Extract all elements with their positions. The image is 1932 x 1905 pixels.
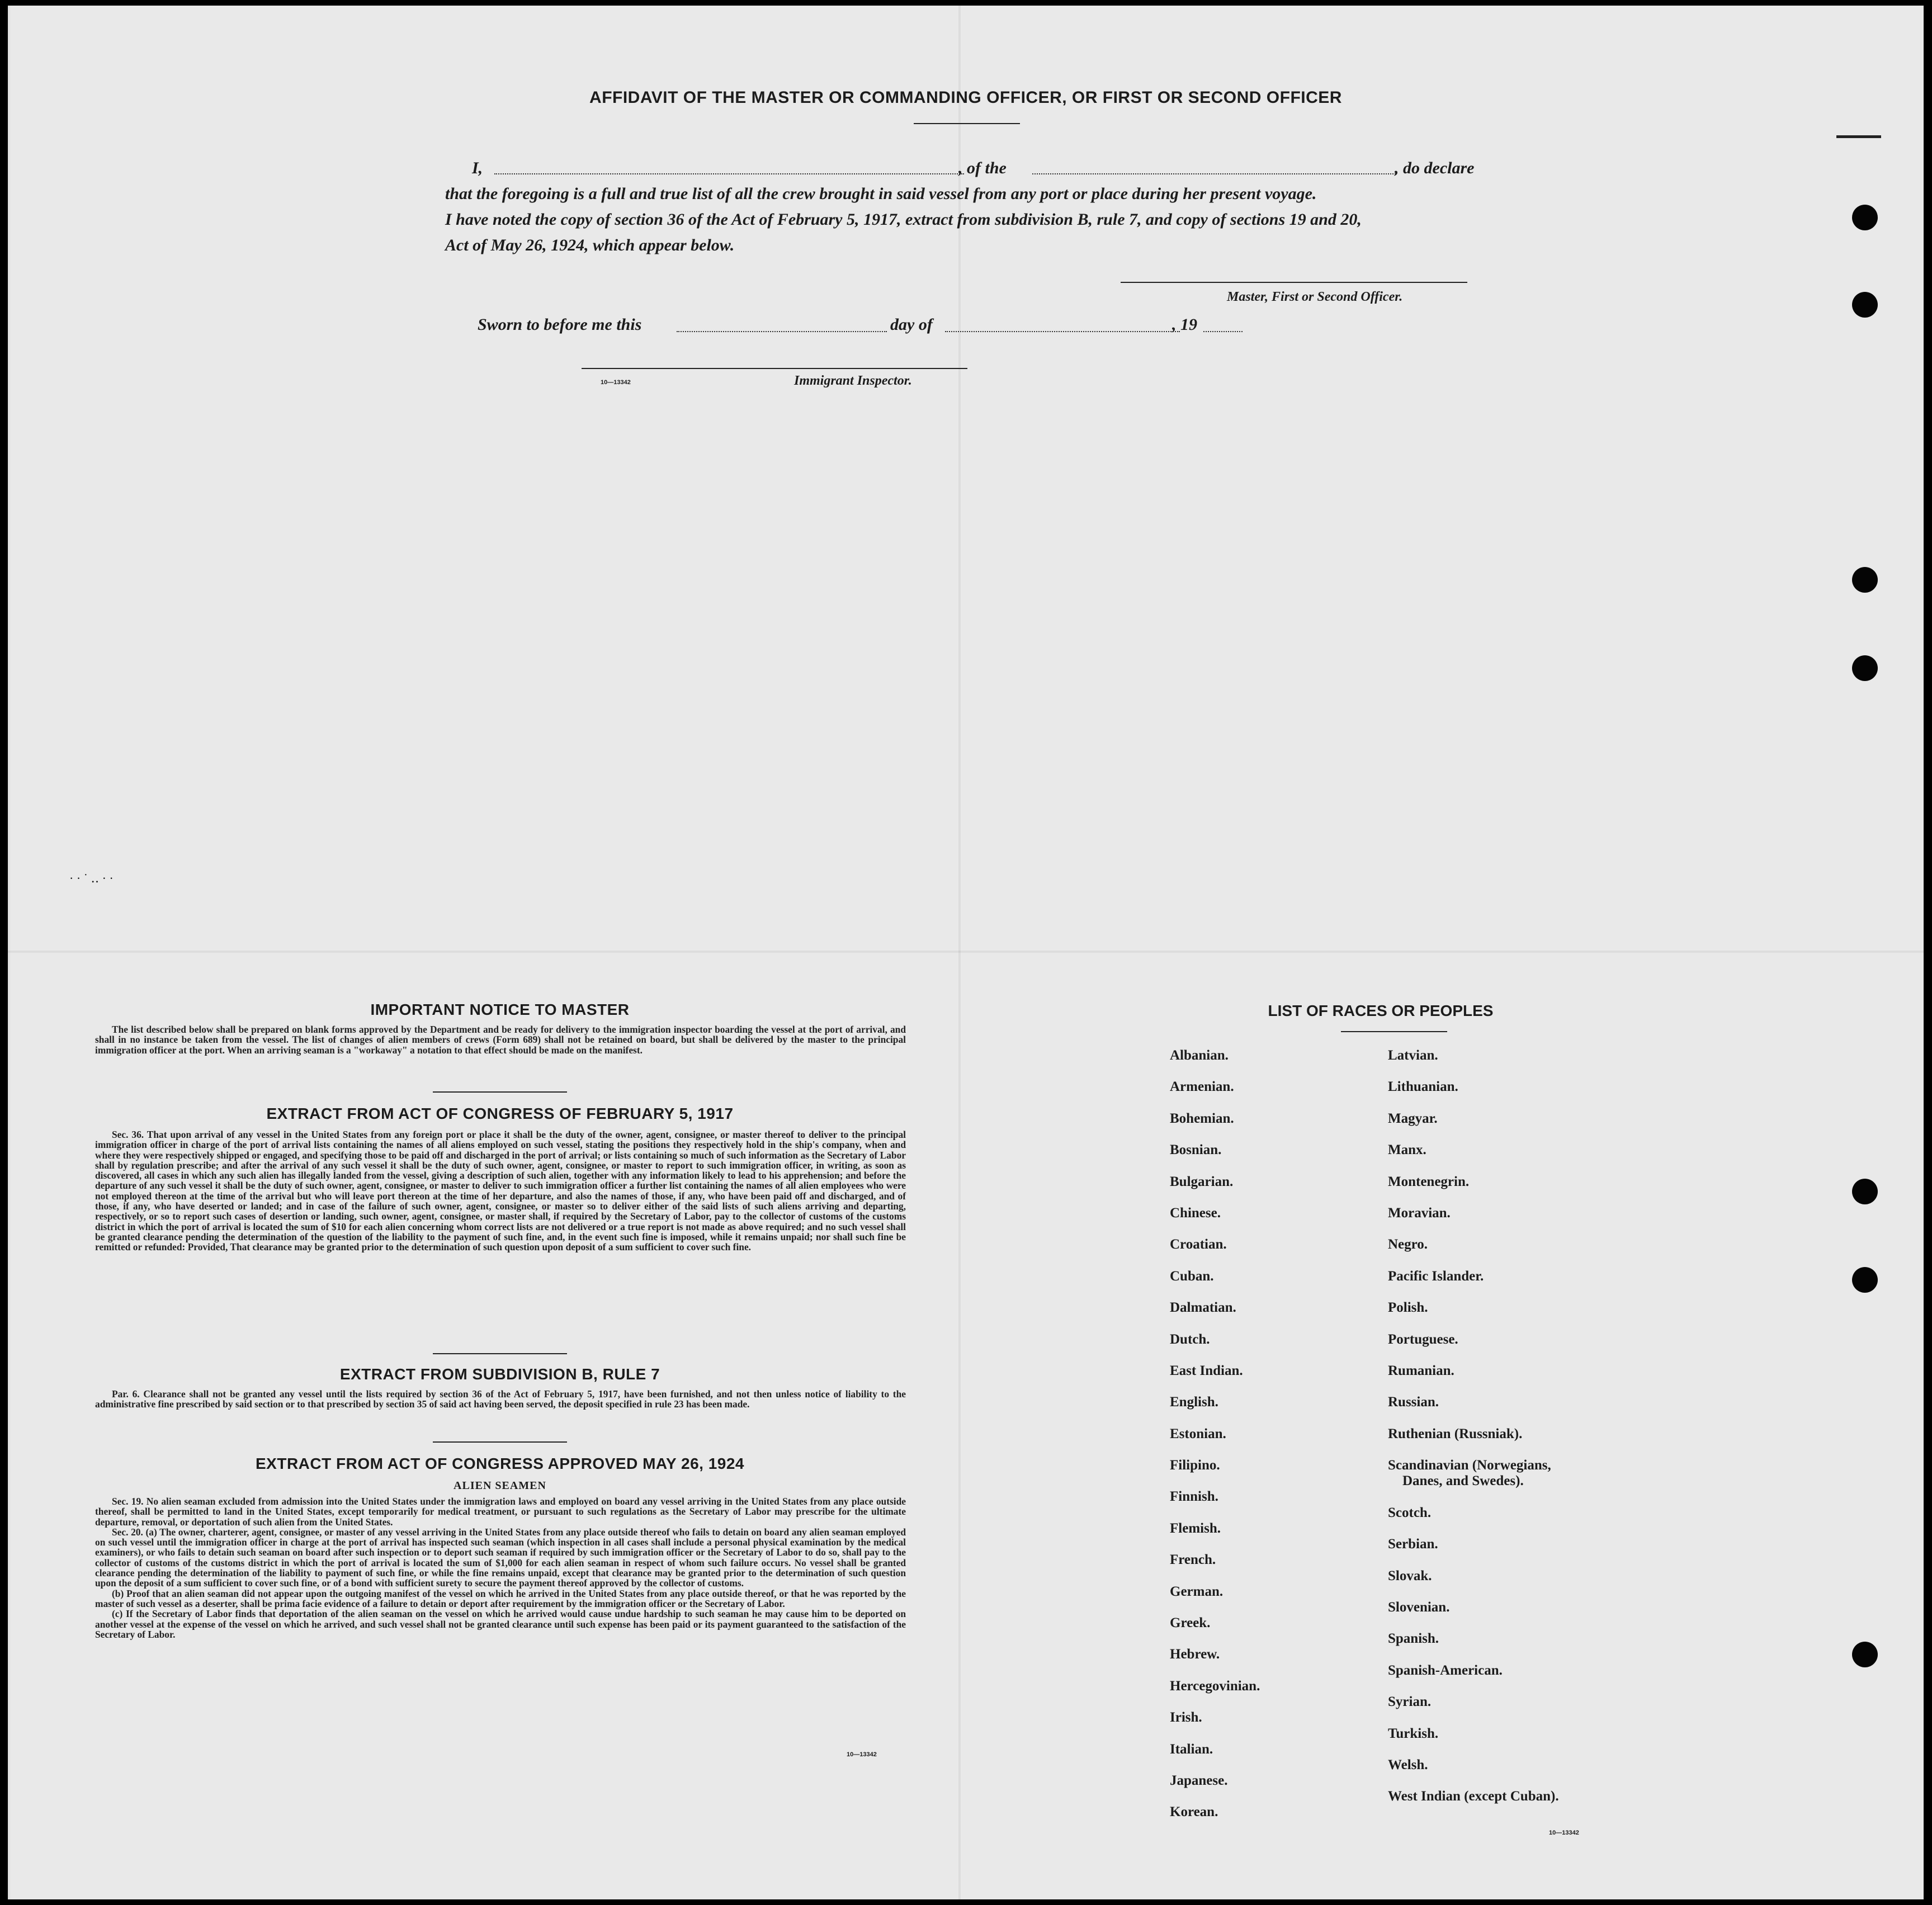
affidavit-line-4: Act of May 26, 1924, which appear below. [445,236,735,254]
race-item: Negro. [1388,1237,1428,1252]
affidavit-of-the: , of the [958,159,1007,177]
act-1917-text [95,1129,906,1252]
act-1917-title: EXTRACT FROM ACT OF CONGRESS OF FEBRUARY 5, 1917 [266,1105,734,1122]
races-column-2 [1388,1048,1559,1821]
race-item: Chinese. [1170,1205,1221,1221]
affidavit-i: I, [472,159,483,177]
race-item: Montenegrin. [1388,1174,1470,1189]
races-form-number: 10—13342 [1549,1830,1579,1836]
race-item: Filipino. [1170,1458,1220,1473]
race-item: Pacific Islander. [1388,1268,1484,1284]
race-item: Polish. [1388,1300,1428,1316]
race-item: Portuguese. [1388,1331,1458,1347]
race-item: Scotch. [1388,1505,1432,1520]
race-item: Moravian. [1388,1205,1451,1221]
punch-hole [1852,292,1878,318]
fold-crease-horizontal [8,951,1924,953]
affidavit-title: AFFIDAVIT OF THE MASTER OR COMMANDING OFFICER, OR FIRST OR SECOND OFFICER [589,88,1342,107]
edge-mark [1836,135,1881,138]
race-item: Manx. [1388,1142,1426,1158]
race-item: Dalmatian. [1170,1300,1236,1316]
race-item: East Indian. [1170,1363,1243,1378]
rule7-rule [433,1441,567,1443]
race-item: Dutch. [1170,1331,1210,1347]
document-page [8,6,1924,1899]
year-blank [1203,331,1243,332]
race-item: Finnish. [1170,1489,1218,1505]
form-number: 10—13342 [601,379,631,386]
race-item: Bohemian. [1170,1110,1234,1126]
punch-hole [1852,655,1878,681]
sworn-text: Sworn to before me this [478,315,642,334]
day-of-text: day of [890,315,933,334]
master-signature-line [1121,282,1467,283]
race-item: Slovak. [1388,1568,1432,1583]
race-item: Spanish. [1388,1631,1439,1647]
race-item: Greek. [1170,1615,1211,1631]
rule7-title: EXTRACT FROM SUBDIVISION B, RULE 7 [339,1365,660,1383]
notice-rule [433,1091,567,1093]
inspector-signature-line [582,368,967,369]
race-item: Italian. [1170,1741,1213,1757]
notice-text [95,1024,906,1055]
master-signature-label: Master, First or Second Officer. [1227,290,1403,304]
race-item: Syrian. [1388,1694,1432,1710]
punch-hole [1852,1642,1878,1667]
act-1917-rule [433,1353,567,1354]
race-item: Rumanian. [1388,1363,1454,1378]
races-column-1 [1170,1048,1260,1836]
sec-19-paragraph: Sec. 19. No alien seaman excluded from admission into the United States under the immigration laws and employed on board any vessel arriving in the United States from any place outside thereof, shall be permitted to land in the United States, except temporarily for medical treatment, or pursuant to such regulations as the Secretary of Labor may prescribe for the ultimate departure, removal, or deportation of such alien from the United States. [95,1496,906,1528]
month-blank [945,331,1180,332]
race-item: Latvian. [1388,1048,1438,1063]
punch-hole [1852,1267,1878,1293]
race-item: Serbian. [1388,1537,1438,1552]
inspector-label: Immigrant Inspector. [794,374,912,388]
race-item: English. [1170,1395,1218,1410]
race-item: Croatian. [1170,1237,1227,1252]
scan-specks: · · ˙ ‥ · · [69,871,114,885]
extract-form-number: 10—13342 [847,1751,877,1758]
act-1924-title: EXTRACT FROM ACT OF CONGRESS APPROVED MAY 26, 1924 [256,1455,744,1472]
race-item: Hercegovinian. [1170,1678,1260,1694]
affidavit-line-3: I have noted the copy of section 36 of the Act of February 5, 1917, extract from subdivision B, rule 7, and copy of sections 19 and 20, [445,210,1362,229]
punch-hole [1852,205,1878,230]
day-blank [677,331,887,332]
race-item: German. [1170,1583,1224,1599]
affidavit-declare: , do declare [1395,159,1475,177]
race-item: Albanian. [1170,1048,1229,1063]
race-item: Scandinavian (Norwegians, [1388,1458,1551,1473]
race-item: Korean. [1170,1804,1218,1820]
notice-title: IMPORTANT NOTICE TO MASTER [370,1001,630,1018]
race-item: Ruthenian (Russniak). [1388,1426,1523,1441]
races-rule [1341,1031,1447,1032]
races-title: LIST OF RACES OR PEOPLES [1268,1002,1494,1019]
name-blank [494,173,964,174]
race-item: French. [1170,1552,1216,1568]
race-item: Irish. [1170,1710,1202,1726]
race-item: Armenian. [1170,1079,1234,1095]
title-rule [914,123,1020,124]
race-item: Bulgarian. [1170,1174,1234,1189]
vessel-blank [1032,173,1396,174]
punch-hole [1852,1179,1878,1204]
race-item: Welsh. [1388,1757,1428,1772]
race-item: Cuban. [1170,1268,1214,1284]
race-item: Hebrew. [1170,1647,1220,1662]
race-item: Slovenian. [1388,1600,1450,1615]
race-item: Spanish-American. [1388,1662,1503,1678]
sec-20a-paragraph: Sec. 20. (a) The owner, charterer, agent, consignee, or master of any vessel arriving in the United States from any place outside thereof who fails to detain on board any alien seaman employed on such vessel until the immigration officer in charge at the port of arrival has inspected such seaman (which inspection in all cases shall include a personal physical examination by the medical examiners), or who fails to detain such seaman on board after such inspection or to deport such seaman if required by such immigration officer or the Secretary of Labor to do so, shall pay to the collector of customs of the customs district in which the port of arrival is located the sum of $1,000 for each alien seaman in respect of whom such failure occurs. No vessel shall be granted clearance pending the determination of the liability to payment of such fine, or while the fine remains unpaid, except that clearance may be granted prior to the determination of such question upon the deposit of a sum sufficient to cover such fine, or of a bond with sufficient surety to secure the payment thereof approved by the collector of customs. [95,1526,906,1589]
race-item: Flemish. [1170,1520,1221,1536]
alien-seamen-subtitle: ALIEN SEAMEN [454,1479,546,1492]
act-1924-text [95,1496,906,1639]
race-item: West Indian (except Cuban). [1388,1789,1559,1804]
race-item: Russian. [1388,1395,1439,1410]
year-prefix: , 19 [1172,315,1197,334]
race-item: Danes, and Swedes). [1402,1473,1524,1489]
affidavit-line-2: that the foregoing is a full and true list of all the crew brought in said vessel from any port or place during her present voyage. [445,185,1317,203]
race-item: Lithuanian. [1388,1079,1458,1095]
race-item: Turkish. [1388,1726,1439,1741]
sec-20c-paragraph: (c) If the Secretary of Labor finds that deportation of the alien seaman on the vessel on which he arrived would cause undue hardship to such seaman he may cause him to be deported on another vessel at the expense of the vessel on which he arrived, and such vessel shall not be granted clearance until such expense has been paid or its payment guaranteed to the satisfaction of the Secretary of Labor. [95,1608,906,1640]
rule7-text [95,1389,906,1410]
race-item: Magyar. [1388,1110,1438,1126]
race-item: Estonian. [1170,1426,1226,1441]
punch-hole [1852,567,1878,593]
race-item: Bosnian. [1170,1142,1222,1158]
race-item: Japanese. [1170,1772,1228,1788]
sec-20b-paragraph: (b) Proof that an alien seaman did not appear upon the outgoing manifest of the vessel on which he arrived in the United States from any place outside thereof, or that he was reported by the master of such vessel as a deserter, shall be prima facie evidence of a failure to detain or deport after requirement by the immigration officer or the Secretary of Labor. [95,1587,906,1609]
notice-paragraph: The list described below shall be prepared on blank forms approved by the Department and be ready for delivery to the immigration inspector boarding the vessel at the port of arrival, and shall in no instance be taken from the vessel. The list of changes of alien members of crews (Form 689) shall not be retained on board, but shall be delivered by the master to the principal immigration officer at the port. When an arriving seaman is a "workaway" a notation to that effect should be made on the manifest. [95,1024,906,1056]
sec-36-paragraph: Sec. 36. That upon arrival of any vessel in the United States from any foreign port or place it shall be the duty of the owner, agent, consignee, or master thereof to deliver to the principal immigration officer in charge of the port of arrival lists containing the names of all aliens employed on such vessel, stating the positions they respectively hold in the ship's company, when and where they were respectively shipped or engaged, and specifying those to be paid off and discharged in the port of arrival; or lists containing so much of such information as the Secretary of Labor shall by regulation prescribe; and after the arrival of any such vessel it shall be the duty of such owner, agent, consignee, or master to report to such immigration officer, in writing, as soon as discovered, all cases in which any such alien has illegally landed from the vessel, giving a description of such alien, together with any information likely to lead to his apprehension; and before the departure of any such vessel it shall be the duty of such owner, agent, consignee, or master to deliver to such immigration officer a further list containing the names of all alien employees who were not employed thereon at the time of the arrival but who will leave port thereon at the time of her departure, and also the names of those, if any, who have been paid off and discharged, and of those, if any, who have deserted or landed; and in case of the failure of such owner, agent, consignee, or master so to deliver either of the said lists of such aliens arriving and departing, respectively, or so to report such cases of desertion or landing, such owner, agent, consignee, or master shall, if required by the Secretary of Labor, pay to the collector of customs of the customs district in which the port of arrival is located the sum of $10 for each alien concerning whom correct lists are not delivered or a true report is not made as above required; and no such vessel shall be granted clearance pending the determination of the question of the liability to the payment of such fine, and, in the event such fine is imposed, while it remains unpaid; nor shall such fine be remitted or refunded: Provided, That clearance may be granted prior to the determination of such question upon deposit of a sum sufficient to cover such fine. [95,1129,906,1253]
par-6-paragraph: Par. 6. Clearance shall not be granted any vessel until the lists required by section 36 of the Act of February 5, 1917, have been furnished, and not then unless notice of liability to the administrative fine prescribed by said section or to that prescribed by section 35 of said act having been served, the deposit specified in rule 23 has been made. [95,1388,906,1410]
